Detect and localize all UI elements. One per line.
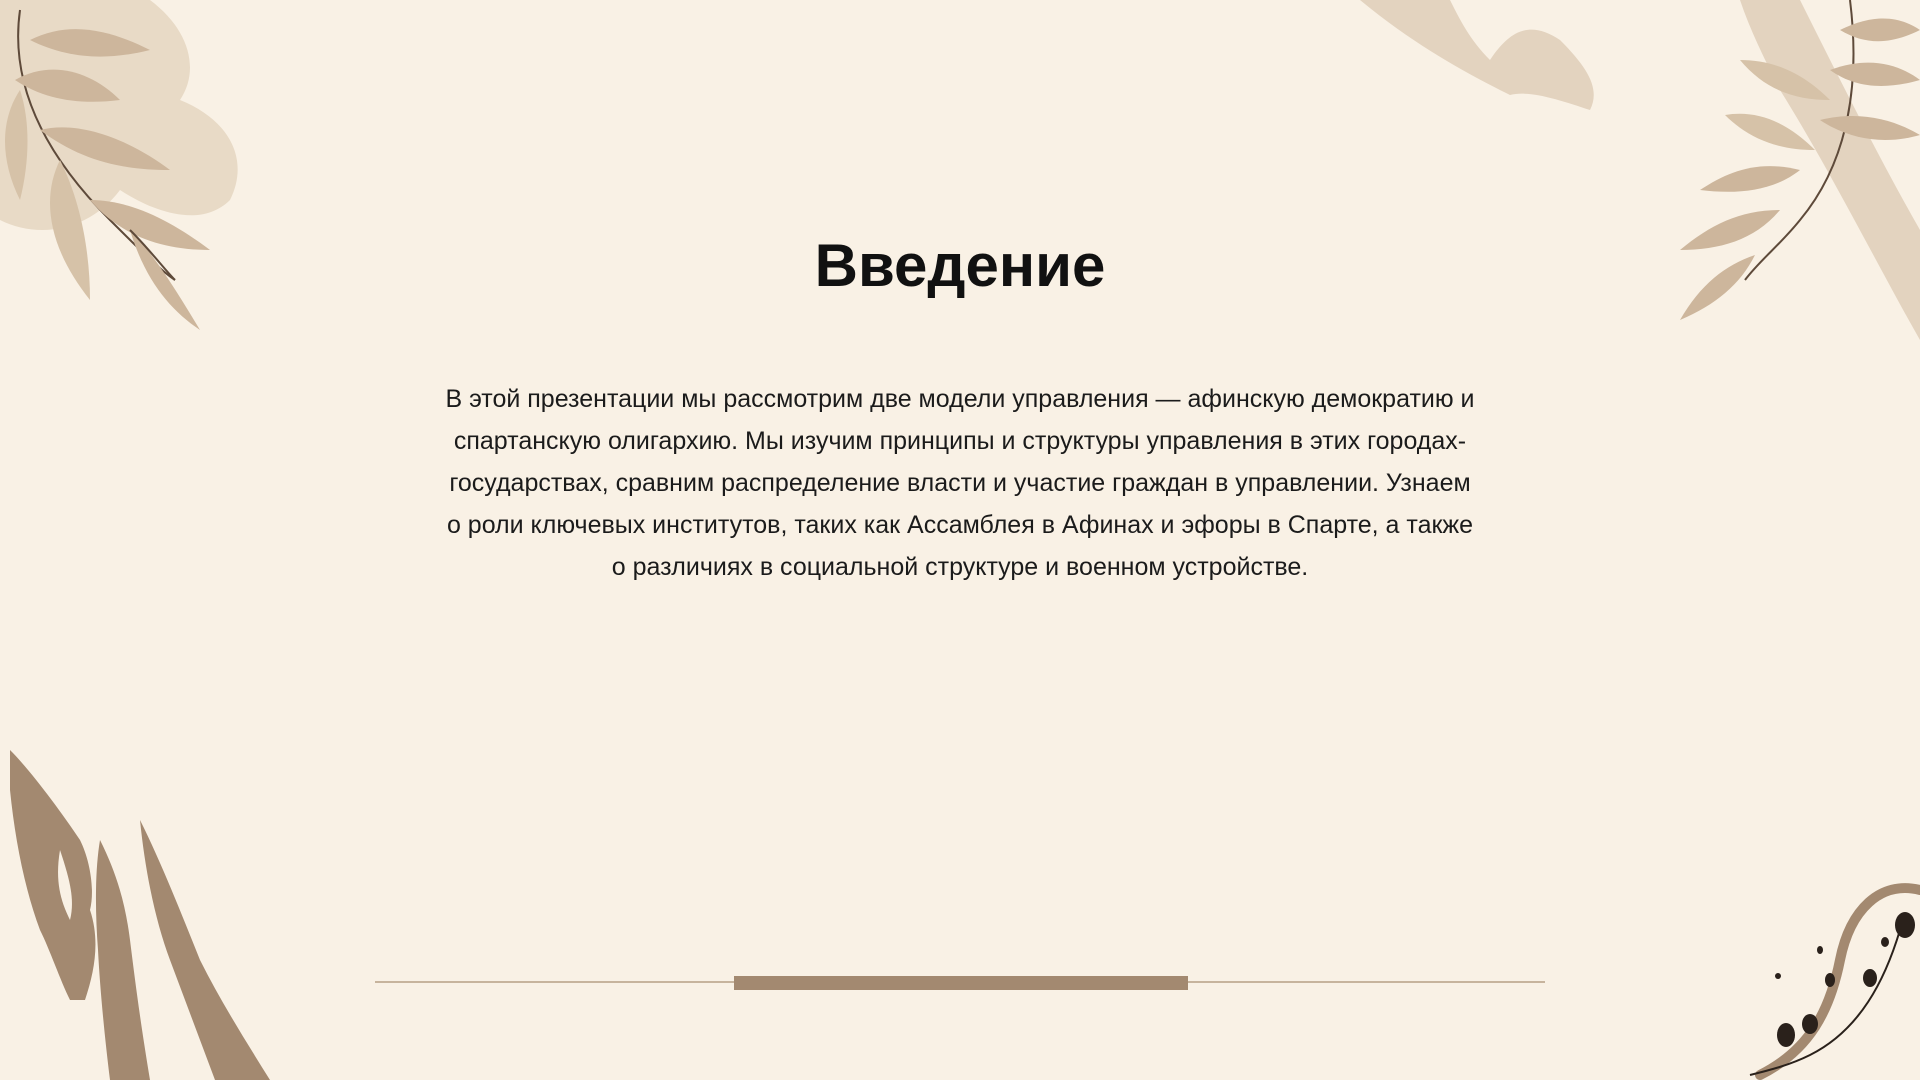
slide-body-text: В этой презентации мы рассмотрим две модели управления — афинскую демократию и спартанскую олигархию. Мы изучим принципы и структуры управления в этих городах-государствах, сравним распределение власти и участие граждан в управлении. Узнаем о роли ключевых институтов, таких как Ассамблея в Афинах и эфоры в Спарте, а также о различиях в социальной структуре и военном устройстве. — [445, 385, 1475, 581]
bottom-divider-bar — [734, 976, 1188, 990]
slide-title: Введение — [814, 232, 1106, 299]
swirl-dots-bottom-right-decoration — [1700, 800, 1920, 1080]
brush-strokes-bottom-left-decoration — [0, 750, 290, 1080]
leaf-branch-top-right-decoration — [1360, 0, 1920, 360]
